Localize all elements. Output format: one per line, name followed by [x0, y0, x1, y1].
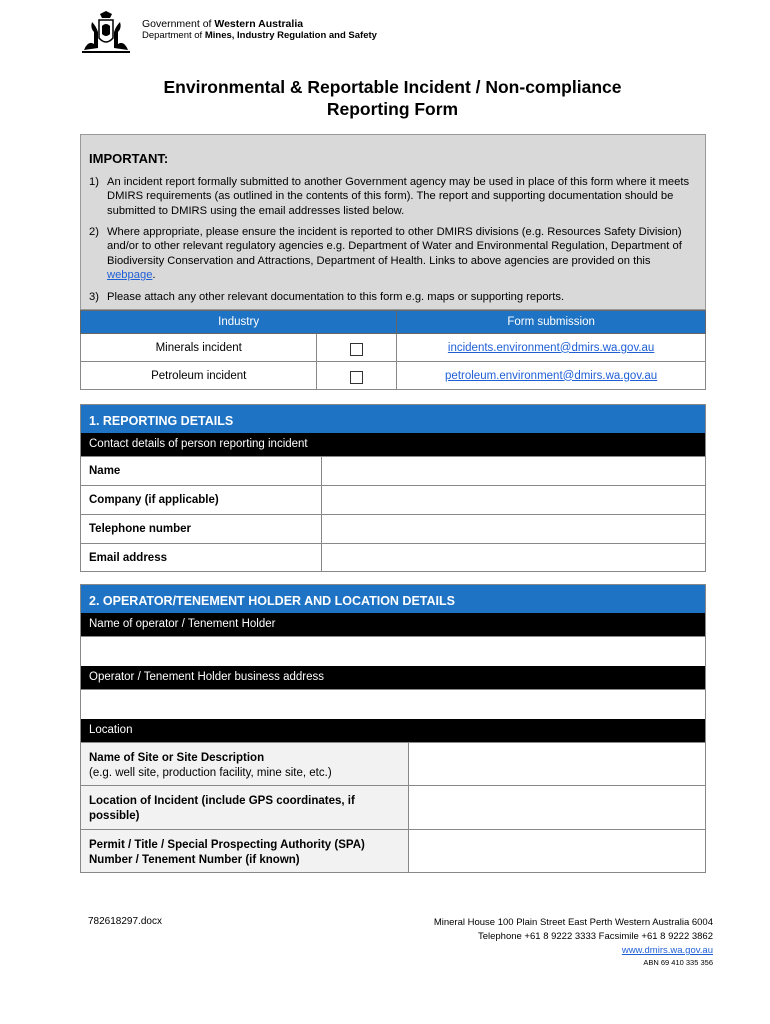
- item-text: An incident report formally submitted to another Government agency may be used in place of this form where it meets DMIRS requirements (as outlined in the contents of this form). The report and supporting documentation should be submitted to DMIRS using the email addresses listed below.: [107, 176, 690, 217]
- form-row: [81, 829, 705, 872]
- gov-line2-prefix: Department of: [142, 30, 205, 41]
- footer-address: Mineral House 100 Plain Street East Perth Western Australia 6004: [433, 917, 713, 928]
- item-suffix: .: [152, 269, 156, 282]
- form-row: [81, 543, 705, 571]
- gov-line1-prefix: Government of: [142, 18, 215, 30]
- table-row: [81, 362, 706, 390]
- permit-number-label: [81, 830, 409, 872]
- site-description-label: [81, 743, 409, 785]
- incident-location-label: [81, 786, 409, 829]
- telephone-label: Telephone number: [81, 515, 322, 543]
- government-header: [80, 10, 377, 56]
- item-number: 1): [89, 176, 99, 188]
- item-number: 3): [89, 291, 99, 303]
- minerals-email-link[interactable]: incidents.environment@dmirs.wa.gov.au: [447, 341, 655, 354]
- operator-name-subtitle: Name of operator / Tenement Holder: [81, 613, 705, 636]
- item-text: Where appropriate, please ensure the incident is reported to other DMIRS divisions (e.g. Resources Safety Division) and/or to other relevant regulatory agencies e.g. Department of Water and Environmental Regulation, Department of Biodiversity Conservation and Attractions, Department of Health. Links to above agencies are provided on this: [107, 226, 682, 267]
- petroleum-email-link[interactable]: petroleum.environment@dmirs.wa.gov.au: [445, 369, 658, 382]
- telephone-input[interactable]: [322, 515, 705, 543]
- form-row: [81, 485, 705, 514]
- operator-location-section: [80, 584, 706, 873]
- section1-title: 1. REPORTING DETAILS: [81, 405, 705, 433]
- site-description-input[interactable]: [409, 743, 705, 785]
- incident-location-bold: Location of Incident (include GPS coordinates, if possible): [89, 795, 355, 822]
- industry-cell: Minerals incident: [81, 334, 317, 362]
- industry-submission-table: [80, 310, 706, 390]
- email-input[interactable]: [322, 544, 705, 571]
- section1-subtitle: Contact details of person reporting incident: [81, 433, 705, 456]
- reporting-details-section: [80, 404, 706, 572]
- petroleum-checkbox[interactable]: [350, 371, 363, 384]
- important-item: [89, 225, 694, 283]
- permit-number-input[interactable]: [409, 830, 705, 872]
- business-address-subtitle: Operator / Tenement Holder business address: [81, 666, 705, 689]
- industry-header: Industry: [81, 311, 397, 334]
- operator-name-input[interactable]: [81, 636, 705, 666]
- location-subtitle: Location: [81, 719, 705, 742]
- footer-abn: ABN 69 410 335 356: [643, 958, 713, 967]
- business-address-input[interactable]: [81, 689, 705, 719]
- form-row: [81, 785, 705, 829]
- footer-phone: Telephone +61 8 9222 3333 Facsimile +61 8 9222 3862: [477, 931, 713, 942]
- title-line1: Environmental & Reportable Incident / Non-compliance: [163, 77, 622, 97]
- table-row: [81, 334, 706, 362]
- document-title: [80, 76, 705, 120]
- document-id: 782618297.docx: [88, 916, 162, 927]
- important-heading: IMPORTANT:: [89, 151, 169, 166]
- minerals-checkbox[interactable]: [350, 343, 363, 356]
- important-item: [89, 290, 694, 304]
- form-submission-header: Form submission: [397, 311, 706, 334]
- item-number: 2): [89, 226, 99, 238]
- footer-contact: [434, 916, 713, 968]
- form-row: [81, 456, 705, 485]
- form-row: [81, 514, 705, 543]
- important-item: [89, 175, 694, 218]
- item-text: Please attach any other relevant documentation to this form e.g. maps or supporting reports.: [107, 291, 565, 303]
- company-label: Company (if applicable): [81, 486, 322, 514]
- webpage-link[interactable]: webpage: [107, 269, 153, 282]
- important-notice-box: [80, 134, 706, 310]
- incident-location-input[interactable]: [409, 786, 705, 829]
- company-input[interactable]: [322, 486, 705, 514]
- name-input[interactable]: [322, 457, 705, 485]
- site-label-hint: (e.g. well site, production facility, mine site, etc.): [89, 766, 332, 779]
- wa-crest-icon: [80, 10, 132, 54]
- gov-line1-bold: Western Australia: [214, 18, 304, 30]
- section2-title: 2. OPERATOR/TENEMENT HOLDER AND LOCATION DETAILS: [81, 585, 705, 613]
- title-line2: Reporting Form: [326, 99, 459, 119]
- permit-number-bold: Permit / Title / Special Prospecting Authority (SPA) Number / Tenement Number (if known): [89, 839, 365, 866]
- form-row: [81, 742, 705, 785]
- name-label: Name: [81, 457, 322, 485]
- gov-line2-bold: Mines, Industry Regulation and Safety: [204, 30, 377, 41]
- footer-website-link[interactable]: www.dmirs.wa.gov.au: [621, 945, 713, 956]
- email-label: Email address: [81, 544, 322, 571]
- site-label-bold: Name of Site or Site Description: [89, 752, 265, 764]
- industry-cell: Petroleum incident: [81, 362, 317, 390]
